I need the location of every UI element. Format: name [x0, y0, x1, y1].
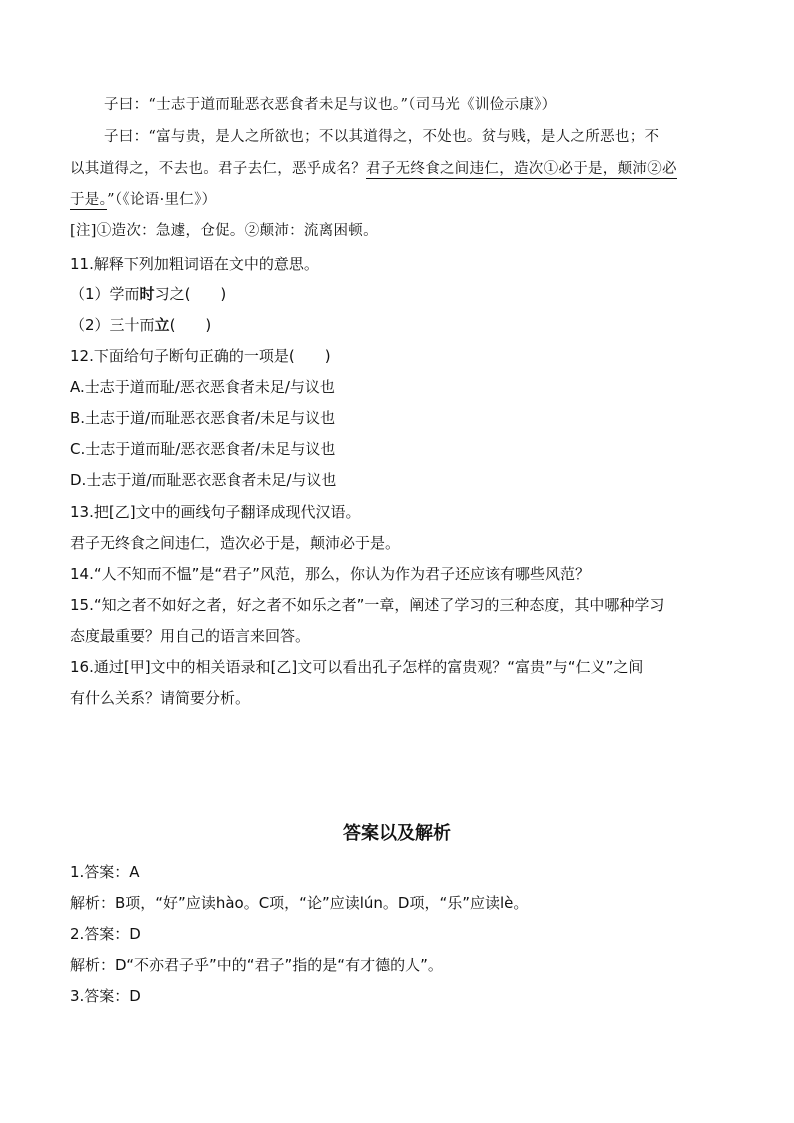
answer-3: [70, 986, 730, 1006]
answer-2-explanation-text: 解析：D“不亦君子乎”中的“君子”指的是“有才德的人”。: [70, 956, 443, 974]
option-a-text: A.士志于道而耻/恶衣恶食者未足/与议也: [70, 378, 335, 396]
passage-line-2: [104, 127, 764, 147]
q11-1-suffix: 习之( ): [154, 285, 227, 303]
question-12-text: 12.下面给句子断句正确的一项是( ): [70, 347, 331, 365]
question-13-sentence: [70, 533, 730, 553]
question-13-sentence-text: 君子无终食之间违仁，造次必于是，颠沛必于是。: [70, 534, 401, 552]
underlined-sentence-part-2: 于是。: [70, 192, 108, 208]
q11-2-bold-word: 立: [154, 316, 170, 334]
answer-3-text: 3.答案：D: [70, 987, 141, 1005]
question-13: [70, 502, 730, 522]
passage-line-4: [70, 190, 730, 210]
passage-text-3: 以其道得之，不去也。君子去仁，恶乎成名？: [70, 161, 366, 177]
question-11: [70, 254, 730, 274]
q11-1-prefix: （1）学而: [70, 285, 140, 303]
passage-source: ”（《论语·里仁》）: [107, 192, 217, 208]
answer-2-explanation: [70, 955, 730, 975]
answer-1-text: 1.答案：A: [70, 863, 140, 881]
q11-2-suffix: ( ): [169, 316, 212, 334]
passage-text-1: 子曰：“士志于道而耻恶衣恶食者未足与议也。”（司马光《训俭示康》）: [104, 97, 557, 113]
question-14-text: 14.“人不知而不愠”是“君子”风范，那么，你认为作为君子还应该有哪些风范？: [70, 565, 590, 583]
underlined-sentence-part-1: 君子无终食之间违仁，造次①必于是，颠沛②必: [366, 161, 677, 177]
question-15-line-2: [70, 626, 730, 646]
answers-heading: 答案以及解析: [343, 823, 451, 844]
question-12-option-b: [70, 408, 730, 428]
question-12: [70, 346, 730, 366]
option-c-text: C.士志于道而耻/恶衣恶食者/未足与议也: [70, 440, 336, 458]
note-text: [注]①造次：急遽，仓促。②颠沛：流离困顿。: [70, 223, 378, 239]
passage-note: [70, 221, 730, 241]
question-16-text-1: 16.通过[甲]文中的相关语录和[乙]文可以看出孔子怎样的富贵观？“富贵”与“仁义”之间: [70, 658, 644, 676]
answer-1: [70, 862, 730, 882]
answer-2: [70, 924, 730, 944]
question-12-option-d: [70, 470, 730, 490]
question-11-text: 11.解释下列加粗词语在文中的意思。: [70, 255, 319, 273]
question-12-option-a: [70, 377, 730, 397]
question-16-line-2: [70, 688, 730, 708]
question-11-part-2: [70, 315, 730, 335]
answer-1-explanation-text: 解析：B项，“好”应读hào。C项，“论”应读lún。D项，“乐”应读lè。: [70, 894, 529, 912]
question-15-text-2: 态度最重要？用自己的语言来回答。: [70, 627, 311, 645]
question-16-line-1: [70, 657, 730, 677]
question-16-text-2: 有什么关系？请简要分析。: [70, 689, 251, 707]
passage-line-1: [104, 95, 764, 115]
option-d-text: D.士志于道/而耻恶衣恶食者未足/与议也: [70, 471, 337, 489]
q11-1-bold-word: 时: [139, 285, 155, 303]
question-14: [70, 564, 730, 584]
passage-text-2: 子曰：“富与贵，是人之所欲也；不以其道得之，不处也。贫与贱，是人之所恶也；不: [104, 129, 660, 145]
passage-line-3: [70, 159, 730, 179]
answer-1-explanation: [70, 893, 730, 913]
option-b-text: B.土志于道/而耻恶衣恶食者/未足与议也: [70, 409, 336, 427]
question-12-option-c: [70, 439, 730, 459]
q11-2-prefix: （2）三十而: [70, 316, 155, 334]
question-11-part-1: [70, 284, 730, 304]
answer-2-text: 2.答案：D: [70, 925, 141, 943]
question-15-text-1: 15.“知之者不如好之者，好之者不如乐之者”一章，阐述了学习的三种态度，其中哪种学习: [70, 596, 665, 614]
question-15-line-1: [70, 595, 730, 615]
question-13-text: 13.把[乙]文中的画线句子翻译成现代汉语。: [70, 503, 361, 521]
